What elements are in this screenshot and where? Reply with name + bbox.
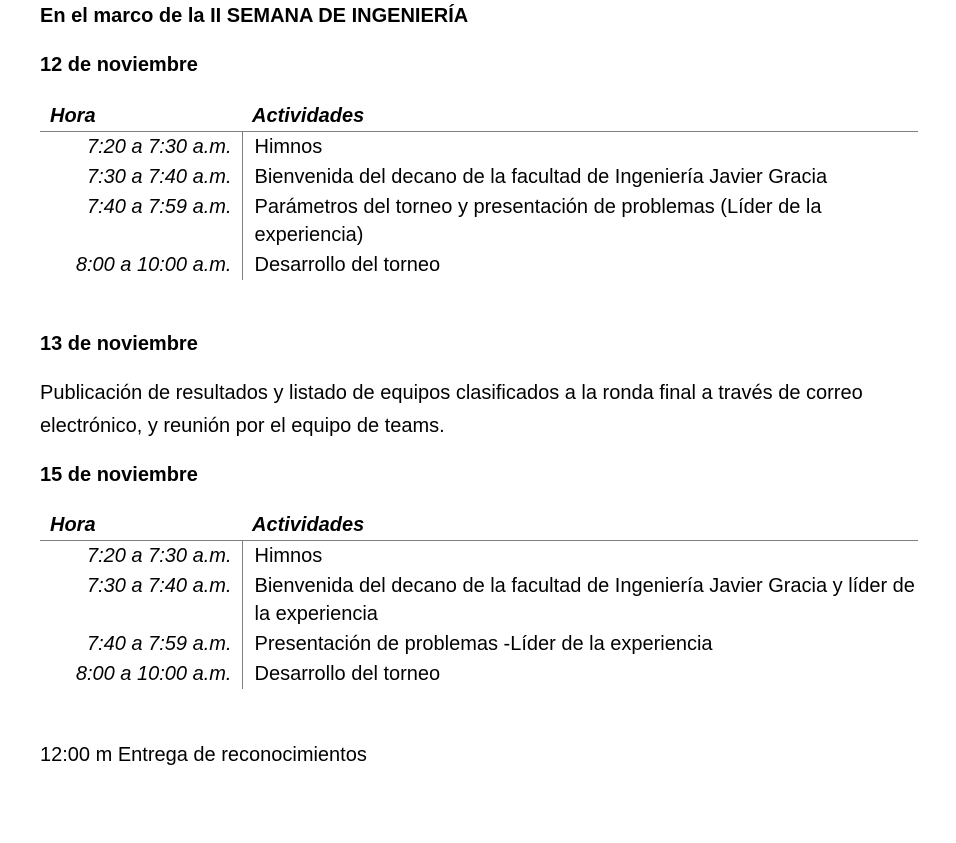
table-row: [40, 541, 918, 572]
row-time: 8:00 a 10:00 a.m.: [40, 659, 242, 689]
row-time: 7:30 a 7:40 a.m.: [40, 571, 242, 629]
day1-schedule-table: [40, 102, 918, 280]
row-activity: Presentación de problemas -Líder de la experiencia: [254, 633, 713, 655]
row-activity: Himnos: [254, 136, 323, 158]
row-activity: Bienvenida del decano de la facultad de Ingeniería Javier Gracia y líder de la experiencia: [254, 575, 915, 625]
row-time: 7:40 a 7:59 a.m.: [40, 192, 242, 250]
table-row: [40, 659, 918, 689]
row-activity: Desarrollo del torneo: [254, 663, 441, 685]
table-header-row: [40, 102, 918, 132]
table-row: [40, 132, 918, 163]
table-header-row: [40, 511, 918, 541]
row-activity: Bienvenida del decano de la facultad de Ingeniería Javier Gracia: [254, 166, 828, 188]
table-row: [40, 162, 918, 192]
day2-title: 13 de noviembre: [40, 333, 198, 355]
intro-heading: En el marco de la II SEMANA DE INGENIERÍA: [40, 5, 469, 27]
day2-description: Publicación de resultados y listado de equipos clasificados a la ronda final a través de correo electrónico, y reunión por el equipo de teams.: [40, 382, 863, 437]
table-row: [40, 250, 918, 280]
col-time-header: Hora: [40, 102, 242, 132]
table-row: [40, 192, 918, 250]
row-activity: Himnos: [254, 545, 323, 567]
row-time: 7:20 a 7:30 a.m.: [40, 541, 242, 572]
day1-title: 12 de noviembre: [40, 54, 198, 76]
row-activity: Parámetros del torneo y presentación de problemas (Líder de la experiencia): [254, 196, 822, 246]
col-time-header: Hora: [40, 511, 242, 541]
row-time: 8:00 a 10:00 a.m.: [40, 250, 242, 280]
day3-title: 15 de noviembre: [40, 464, 198, 486]
table-row: [40, 571, 918, 629]
row-time: 7:20 a 7:30 a.m.: [40, 132, 242, 163]
row-time: 7:30 a 7:40 a.m.: [40, 162, 242, 192]
col-activity-header: Actividades: [242, 511, 918, 541]
row-activity: Desarrollo del torneo: [254, 254, 441, 276]
closing-note: 12:00 m Entrega de reconocimientos: [40, 744, 367, 766]
table-row: [40, 629, 918, 659]
day3-schedule-table: [40, 511, 918, 689]
row-time: 7:40 a 7:59 a.m.: [40, 629, 242, 659]
col-activity-header: Actividades: [242, 102, 918, 132]
